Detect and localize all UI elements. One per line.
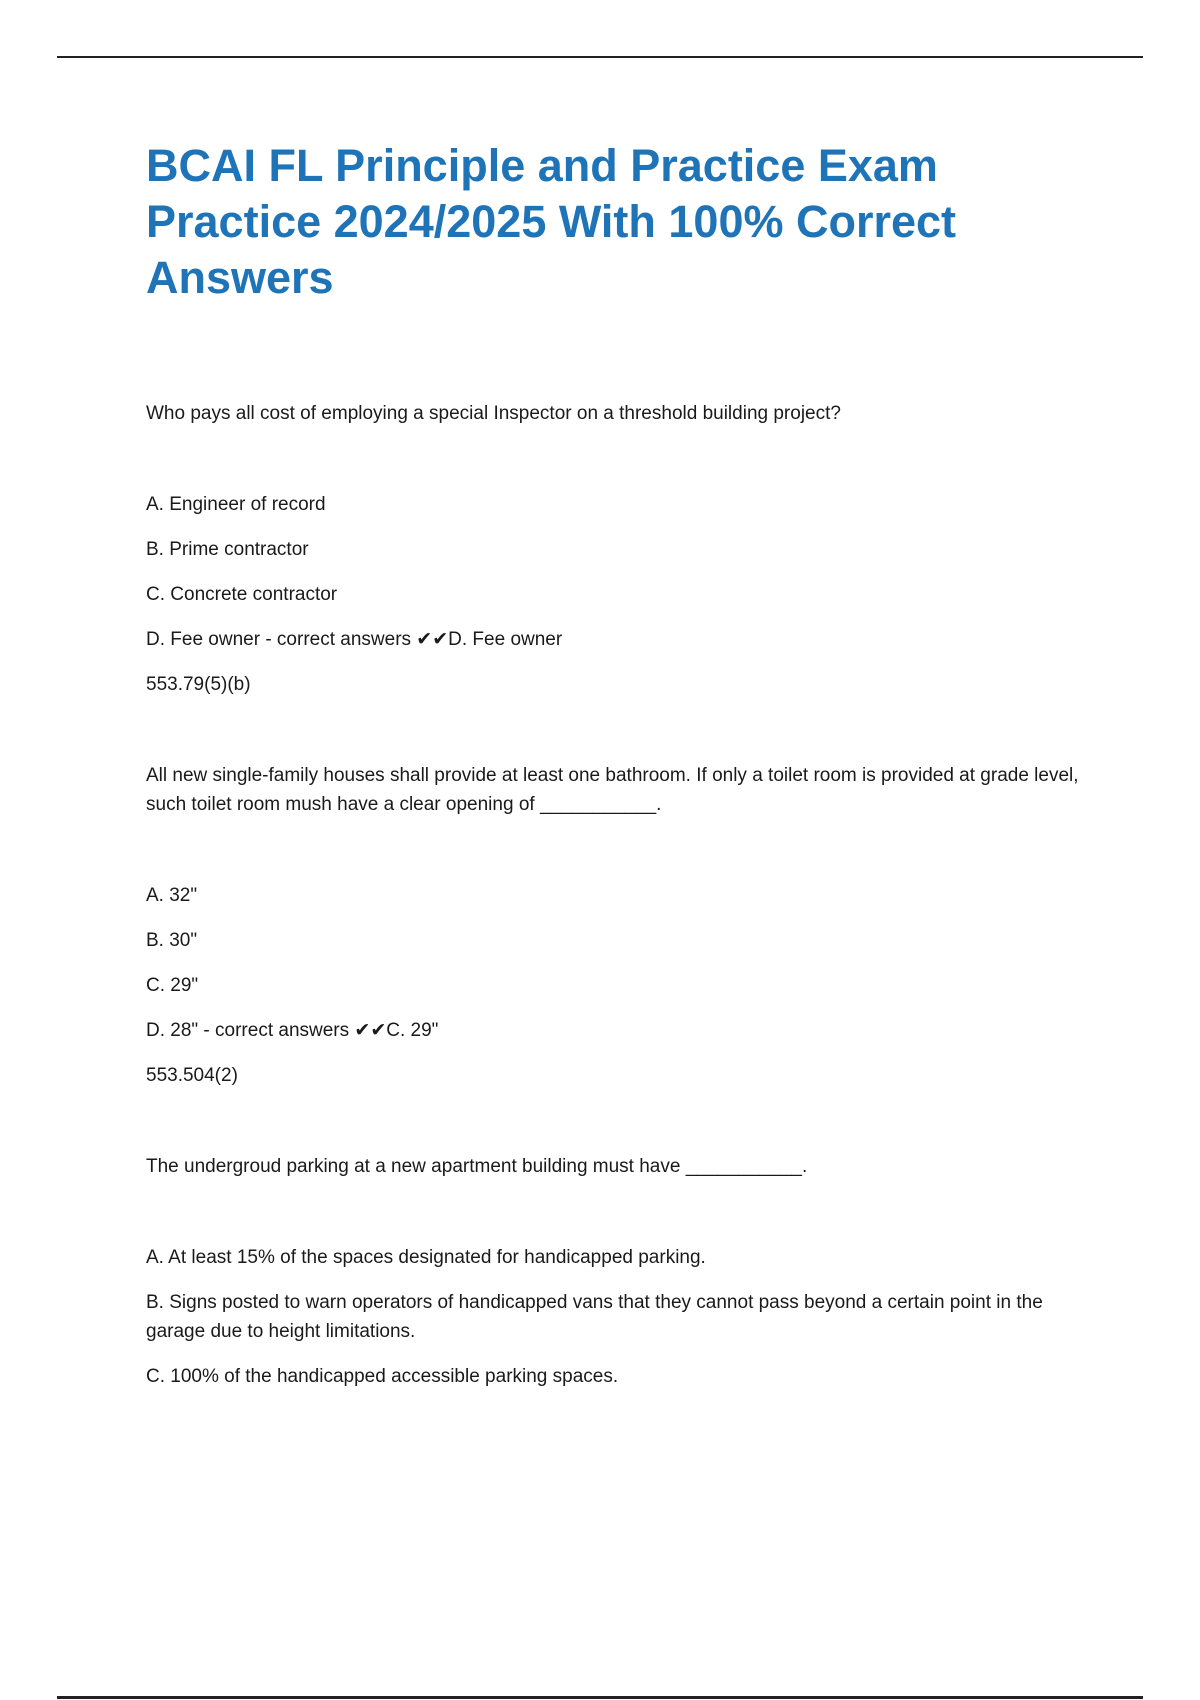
- header-rule: [57, 56, 1143, 58]
- answer-option-d: D. 28" - correct answers ✔✔C. 29": [146, 1020, 439, 1041]
- question-text: The undergroud parking at a new apartment building must have ___________.: [146, 1156, 808, 1177]
- answer-option-a: A. At least 15% of the spaces designated for handicapped parking.: [146, 1247, 706, 1268]
- answer-option-c: C. 29": [146, 975, 199, 996]
- question-block-2: [146, 761, 1086, 1090]
- question-block-3: [146, 1152, 1086, 1391]
- answer-option-b: B. Prime contractor: [146, 539, 309, 560]
- answer-option-b: B. Signs posted to warn operators of handicapped vans that they cannot pass beyond a certain point in the garage due to height limitations.: [146, 1292, 1043, 1342]
- document-page: [146, 138, 1086, 1391]
- question-block-1: [146, 399, 1086, 699]
- answer-option-c: C. Concrete contractor: [146, 584, 338, 605]
- question-text: All new single-family houses shall provide at least one bathroom. If only a toilet room is provided at grade level, such toilet room mush have a clear opening of ___________.: [146, 765, 1079, 815]
- footer-rule: [57, 1696, 1143, 1699]
- answer-option-a: A. 32": [146, 885, 198, 906]
- question-text: Who pays all cost of employing a special Inspector on a threshold building project?: [146, 403, 841, 424]
- answer-option-d: D. Fee owner - correct answers ✔✔D. Fee owner: [146, 629, 563, 650]
- statute-reference: 553.79(5)(b): [146, 674, 251, 695]
- statute-reference: 553.504(2): [146, 1065, 238, 1086]
- answer-option-c: C. 100% of the handicapped accessible parking spaces.: [146, 1366, 619, 1387]
- answer-option-a: A. Engineer of record: [146, 494, 326, 515]
- answer-option-b: B. 30": [146, 930, 198, 951]
- document-title: BCAI FL Principle and Practice Exam Practice 2024/2025 With 100% Correct Answers: [146, 140, 957, 303]
